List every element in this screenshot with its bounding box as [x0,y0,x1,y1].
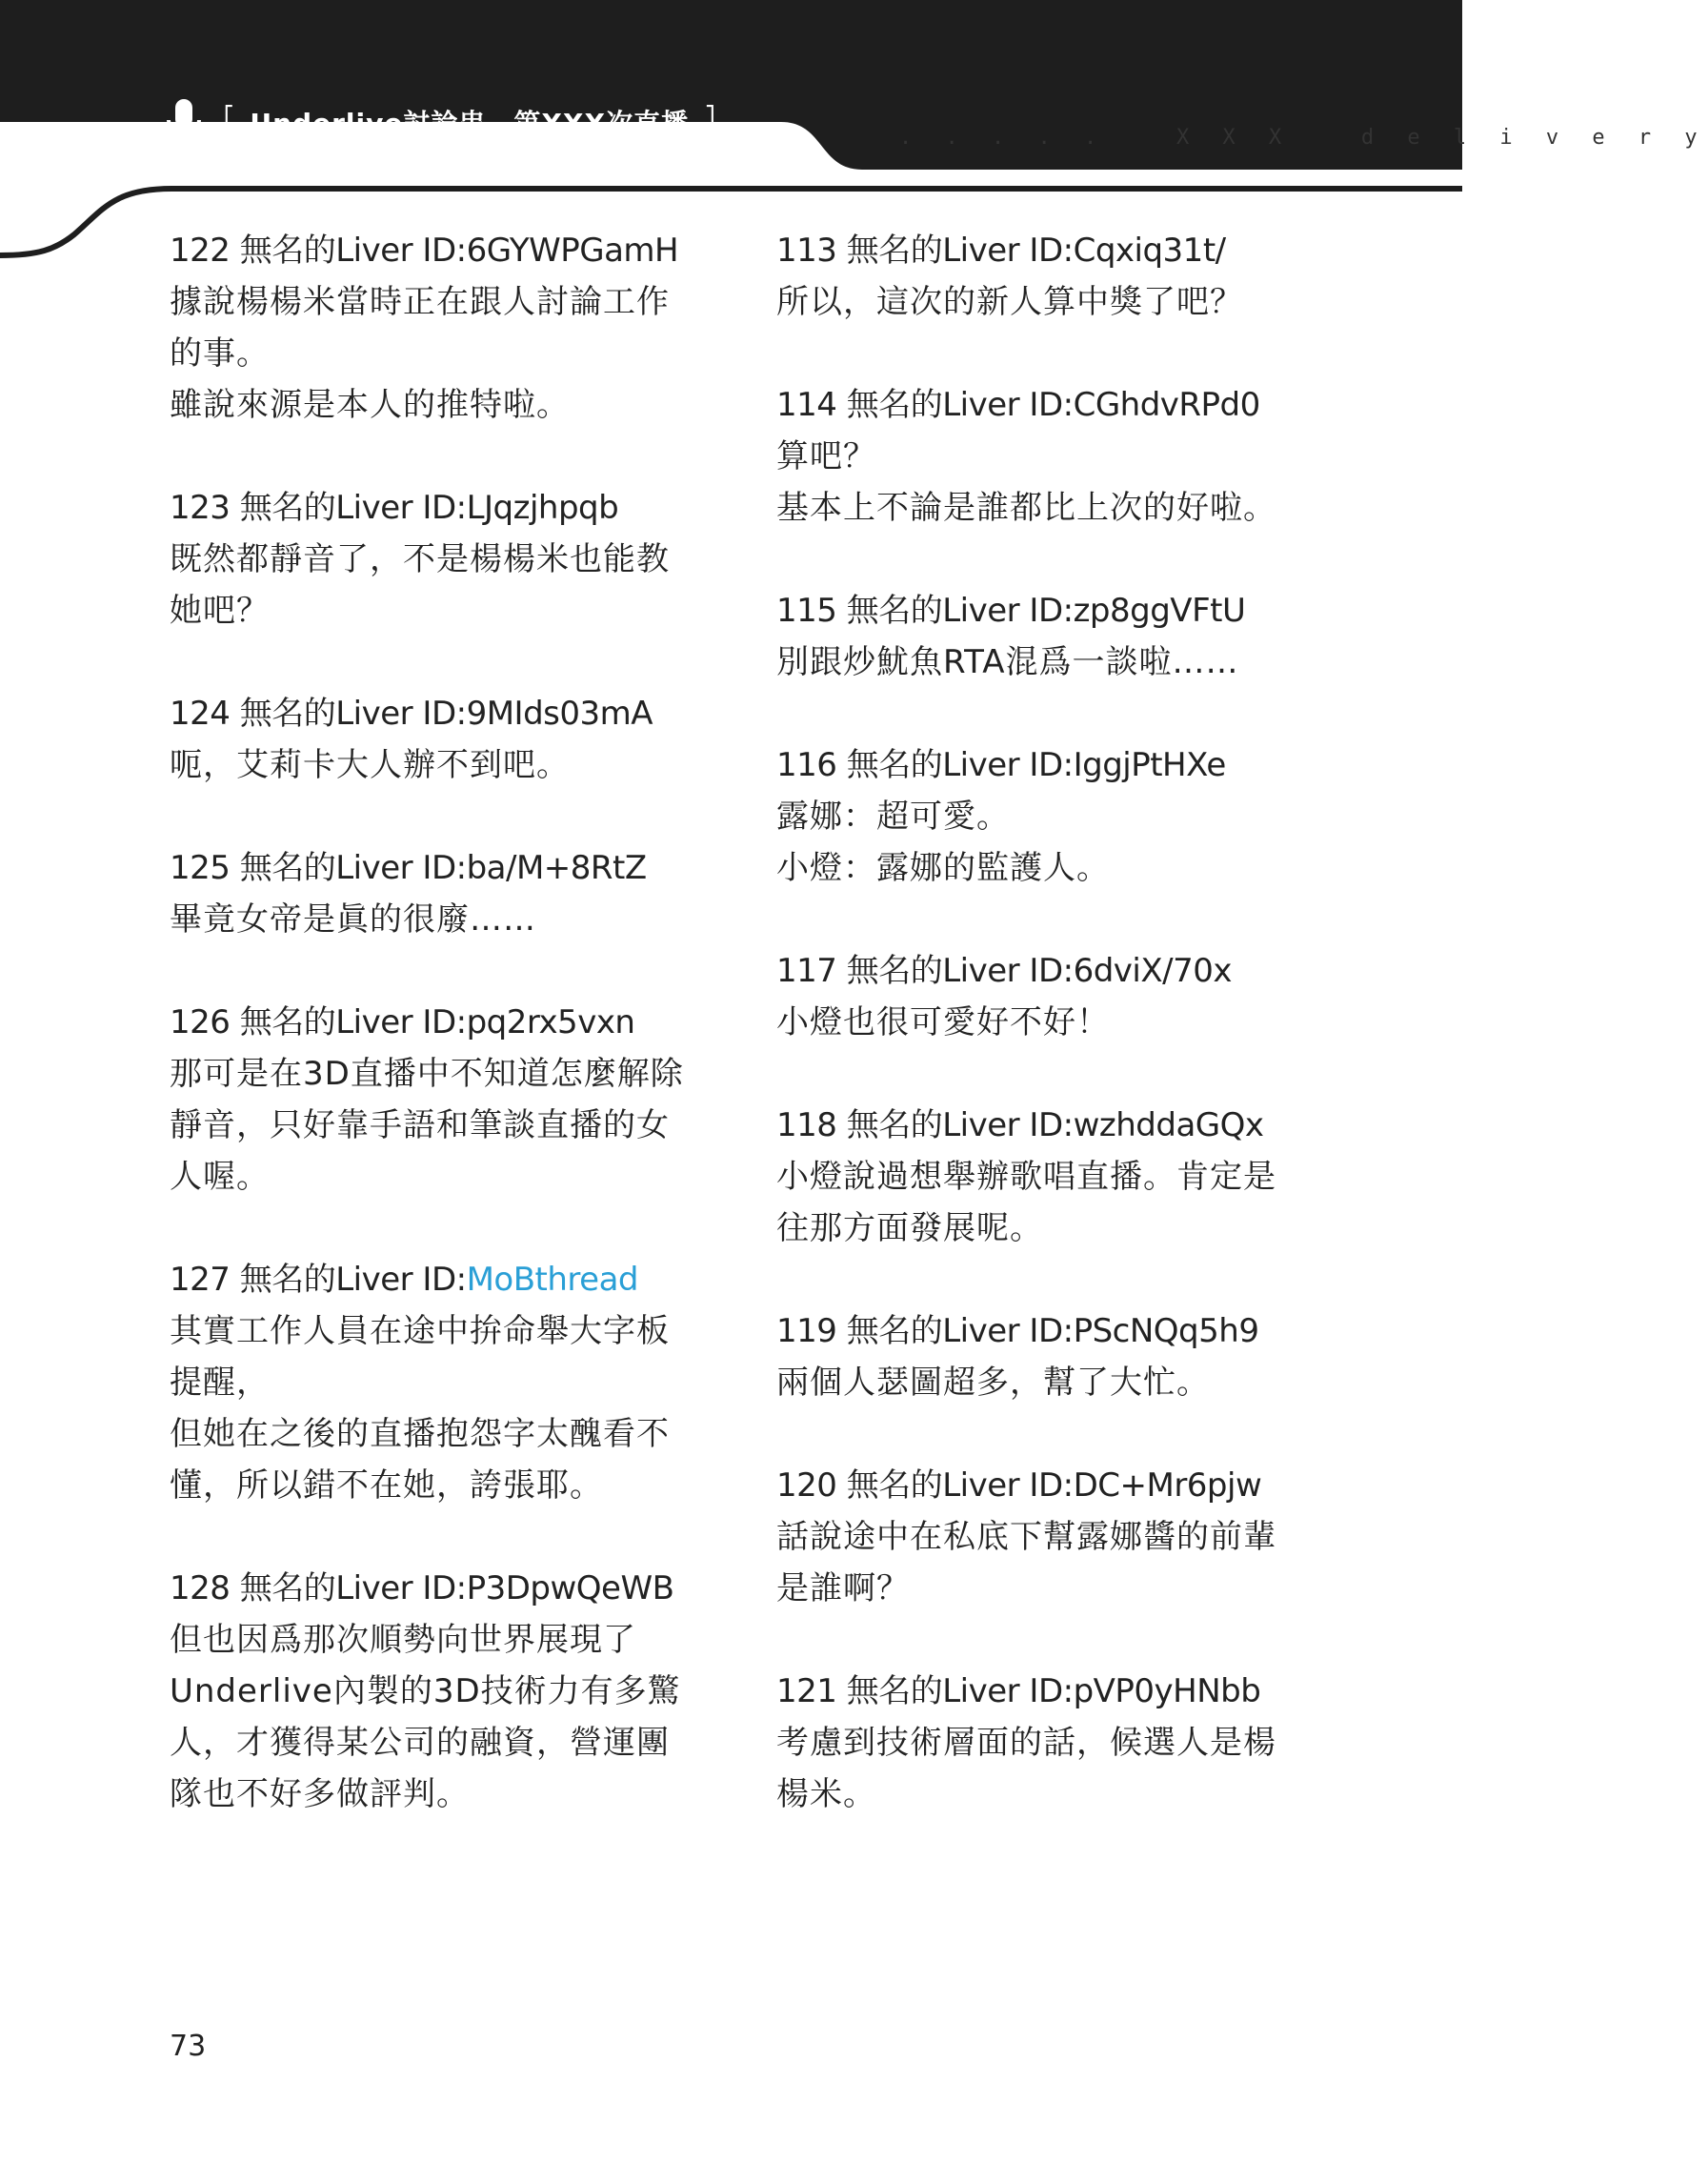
post-line: 的事。 [170,334,270,373]
post-line: 那可是在3D直播中不知道怎麼解除 [170,1055,684,1093]
right-column [776,225,1310,1871]
post-body [776,637,1310,688]
post-line: 算吧？ [776,437,876,475]
post-119 [776,1305,1310,1408]
post-header: 123 無名的Liver ID:LJqzjhpqb [170,489,619,527]
post-116 [776,739,1310,894]
post-114 [776,379,1310,534]
post-122 [170,225,703,431]
post-121 [776,1666,1310,1820]
left-column [170,225,703,1871]
post-body [776,1357,1310,1408]
post-line: 提醒， [170,1364,270,1402]
thread-title: Underlive討論串 第XXX次直播 [250,108,690,139]
post-line: 人，才獲得某公司的融資，營運團 [170,1724,670,1762]
page-number: 73 [170,2030,207,2063]
post-header: 118 無名的Liver ID:wzhddaGQx [776,1106,1264,1144]
thread-id-link[interactable]: MoBthread [466,1261,639,1299]
post-line: 她吧？ [170,592,270,630]
post-body [170,1614,703,1820]
post-header [170,1254,703,1305]
post-header: 116 無名的Liver ID:IggjPtHXe [776,746,1226,784]
post-line: 小燈也很可愛好不好！ [776,1003,1110,1041]
post-123 [170,482,703,637]
post-body [170,894,703,945]
post-header: 119 無名的Liver ID:PScNQq5h9 [776,1312,1259,1350]
post-body [170,1305,703,1511]
post-125 [170,842,703,945]
post-line: 但也因爲那次順勢向世界展現了 [170,1621,636,1659]
post-line: 但她在之後的直播抱怨字太醜看不 [170,1415,670,1453]
post-line: 別跟炒魷魚RTA混爲一談啦…… [776,643,1239,681]
post-header: 113 無名的Liver ID:Cqxiq31t/ [776,232,1226,270]
post-line: 呃，艾莉卡大人辦不到吧。 [170,746,570,784]
post-126 [170,997,703,1203]
post-line: 既然都靜音了，不是楊楊米也能教 [170,540,670,578]
post-body [776,1151,1310,1254]
post-body [170,534,703,637]
post-header: 126 無名的Liver ID:pq2rx5vxn [170,1003,635,1041]
post-line: 懂，所以錯不在她，誇張耶。 [170,1466,603,1505]
thread-title-bar [164,95,718,149]
bracket-open: [ [221,98,237,145]
post-line: 小燈：露娜的監護人。 [776,849,1110,887]
post-line: 靜音，只好靠手語和筆談直播的女 [170,1106,670,1144]
post-body [776,1717,1310,1820]
post-body [776,791,1310,894]
post-header: 120 無名的Liver ID:DC+Mr6pjw [776,1466,1262,1505]
post-header: 122 無名的Liver ID:6GYWPGamH [170,232,679,270]
post-line: Underlive內製的3D技術力有多驚 [170,1672,681,1710]
post-117 [776,945,1310,1048]
post-118 [776,1100,1310,1254]
post-header: 114 無名的Liver ID:CGhdvRPd0 [776,386,1260,424]
post-header: 125 無名的Liver ID:ba/M+8RtZ [170,849,647,887]
bracket-close: ] [702,98,718,145]
post-body [776,1511,1310,1614]
post-body [170,739,703,791]
post-128 [170,1563,703,1820]
post-120 [776,1460,1310,1614]
post-header: 128 無名的Liver ID:P3DpwQeWB [170,1569,674,1607]
post-line: 據說楊楊米當時正在跟人討論工作 [170,283,670,321]
post-line: 往那方面發展呢。 [776,1209,1043,1247]
post-line: 基本上不論是誰都比上次的好啦。 [776,489,1276,527]
post-body [776,997,1310,1048]
microphone-icon [164,95,204,149]
post-115 [776,585,1310,688]
post-line: 楊米。 [776,1775,876,1813]
post-line: 話說途中在私底下幫露娜醬的前輩 [776,1518,1276,1556]
post-113 [776,225,1310,328]
post-body [776,276,1310,328]
post-line: 隊也不好多做評判。 [170,1775,470,1813]
post-line: 兩個人瑟圖超多，幫了大忙。 [776,1364,1210,1402]
post-127 [170,1254,703,1511]
post-body [170,1048,703,1203]
post-124 [170,688,703,791]
delivery-subtitle: . . . . . X X X d e l i v e r y [899,126,1708,150]
post-body [776,431,1310,534]
post-header-prefix: 127 無名的Liver ID: [170,1261,467,1299]
post-header: 124 無名的Liver ID:9MIds03mA [170,695,653,733]
post-header: 115 無名的Liver ID:zp8ggVFtU [776,592,1246,630]
post-line: 其實工作人員在途中拚命舉大字板 [170,1312,670,1350]
post-line: 露娜：超可愛。 [776,798,1010,836]
post-line: 所以，這次的新人算中獎了吧？ [776,283,1243,321]
post-body [170,276,703,431]
post-line: 人喔。 [170,1158,270,1196]
post-line: 考慮到技術層面的話，候選人是楊 [776,1724,1276,1762]
post-header: 117 無名的Liver ID:6dviX/70x [776,952,1232,990]
post-line: 雖說來源是本人的推特啦。 [170,386,570,424]
post-header: 121 無名的Liver ID:pVP0yHNbb [776,1672,1261,1710]
post-line: 是誰啊？ [776,1569,910,1607]
post-line: 畢竟女帝是眞的很廢…… [170,900,536,939]
post-line: 小燈說過想舉辦歌唱直播。肯定是 [776,1158,1276,1196]
